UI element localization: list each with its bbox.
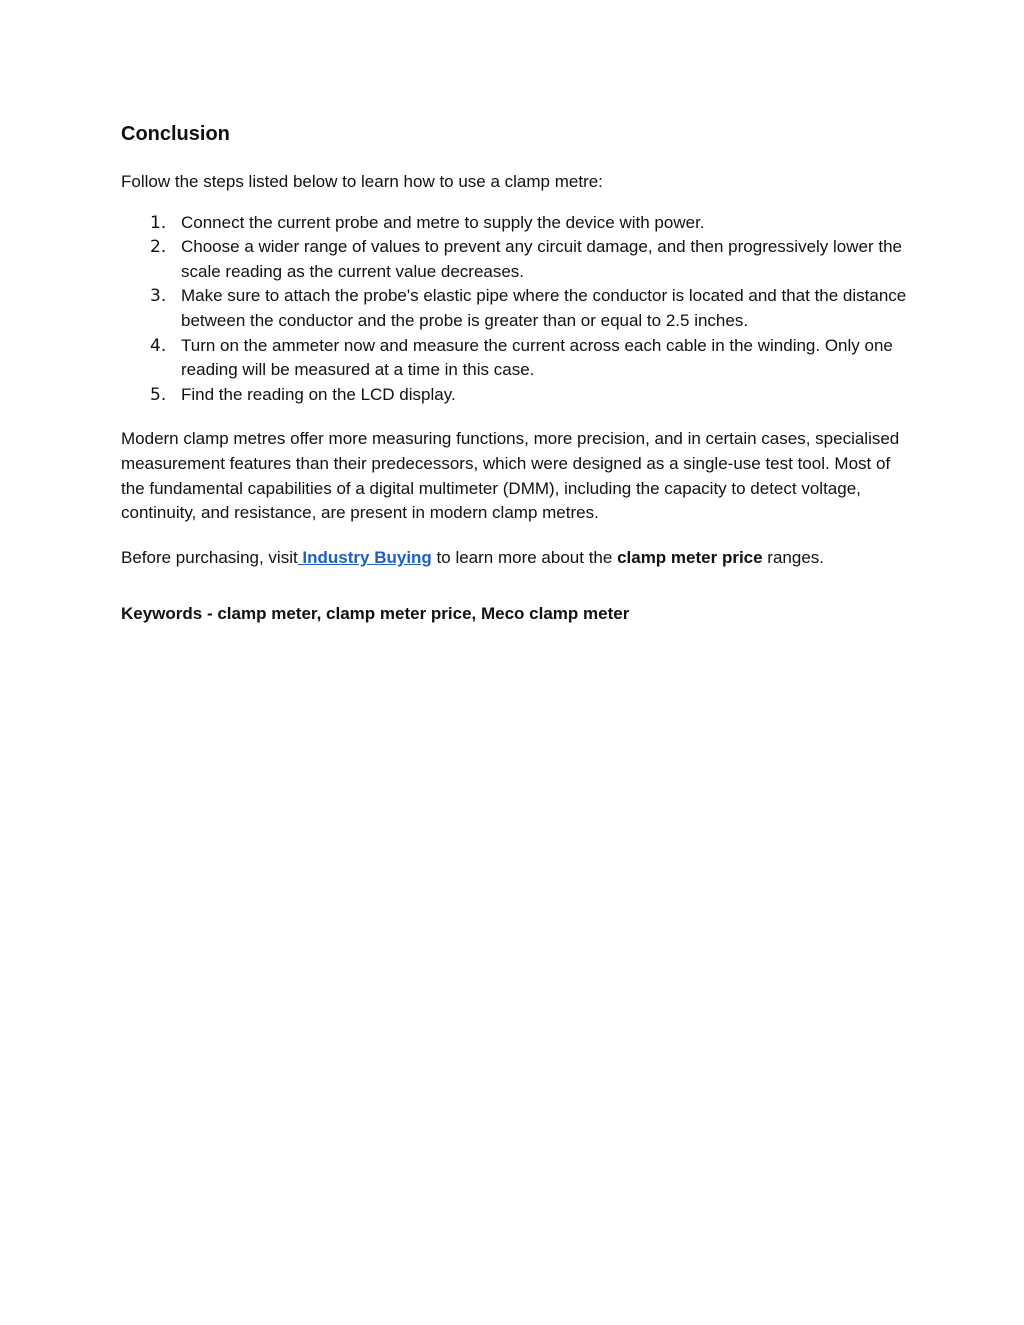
list-item-text: Turn on the ammeter now and measure the current across each cable in the winding. Only one reading will be measured at a time in this case. bbox=[181, 335, 893, 380]
list-number: 2. bbox=[150, 237, 167, 258]
purchase-bold-text: clamp meter price bbox=[617, 547, 763, 567]
purchase-text-before: Before purchasing, visit bbox=[121, 547, 298, 567]
list-item bbox=[121, 211, 911, 236]
list-item-text: Connect the current probe and metre to supply the device with power. bbox=[181, 212, 705, 232]
purchase-text-after: ranges. bbox=[762, 547, 825, 567]
list-item-text: Choose a wider range of values to prevent any circuit damage, and then progressively lower the scale reading as the current value decreases. bbox=[181, 237, 903, 281]
industry-buying-link[interactable]: Industry Buying bbox=[297, 547, 432, 567]
list-item bbox=[121, 235, 911, 284]
purchase-text-middle: to learn more about the bbox=[431, 547, 618, 567]
steps-list bbox=[121, 211, 911, 408]
body-paragraph: Modern clamp metres offer more measuring functions, more precision, and in certain cases, specialised measurement features than their predecessors, which were designed as a single-use test tool. Most of the fundamental capabilities of a digital multimeter (DMM), including the capacity to detect voltage, continuity, and resistance, are present in modern clamp metres. bbox=[121, 429, 900, 523]
list-number: 3. bbox=[150, 286, 167, 307]
list-item-text: Find the reading on the LCD display. bbox=[181, 384, 456, 404]
list-number: 4. bbox=[150, 335, 167, 356]
list-item-text: Make sure to attach the probe's elastic pipe where the conductor is located and that the distance between the conductor and the probe is greater than or equal to 2.5 inches. bbox=[181, 286, 907, 330]
list-item bbox=[121, 383, 911, 408]
list-item bbox=[121, 334, 911, 383]
document-page bbox=[121, 120, 911, 627]
intro-text: Follow the steps listed below to learn how to use a clamp metre: bbox=[121, 172, 603, 191]
purchase-paragraph bbox=[121, 546, 911, 571]
page-heading: Conclusion bbox=[121, 123, 230, 145]
list-number: 1. bbox=[150, 212, 167, 233]
keywords-line: Keywords - clamp meter, clamp meter price, Meco clamp meter bbox=[121, 604, 630, 624]
list-item bbox=[121, 284, 911, 333]
list-number: 5. bbox=[150, 384, 167, 405]
